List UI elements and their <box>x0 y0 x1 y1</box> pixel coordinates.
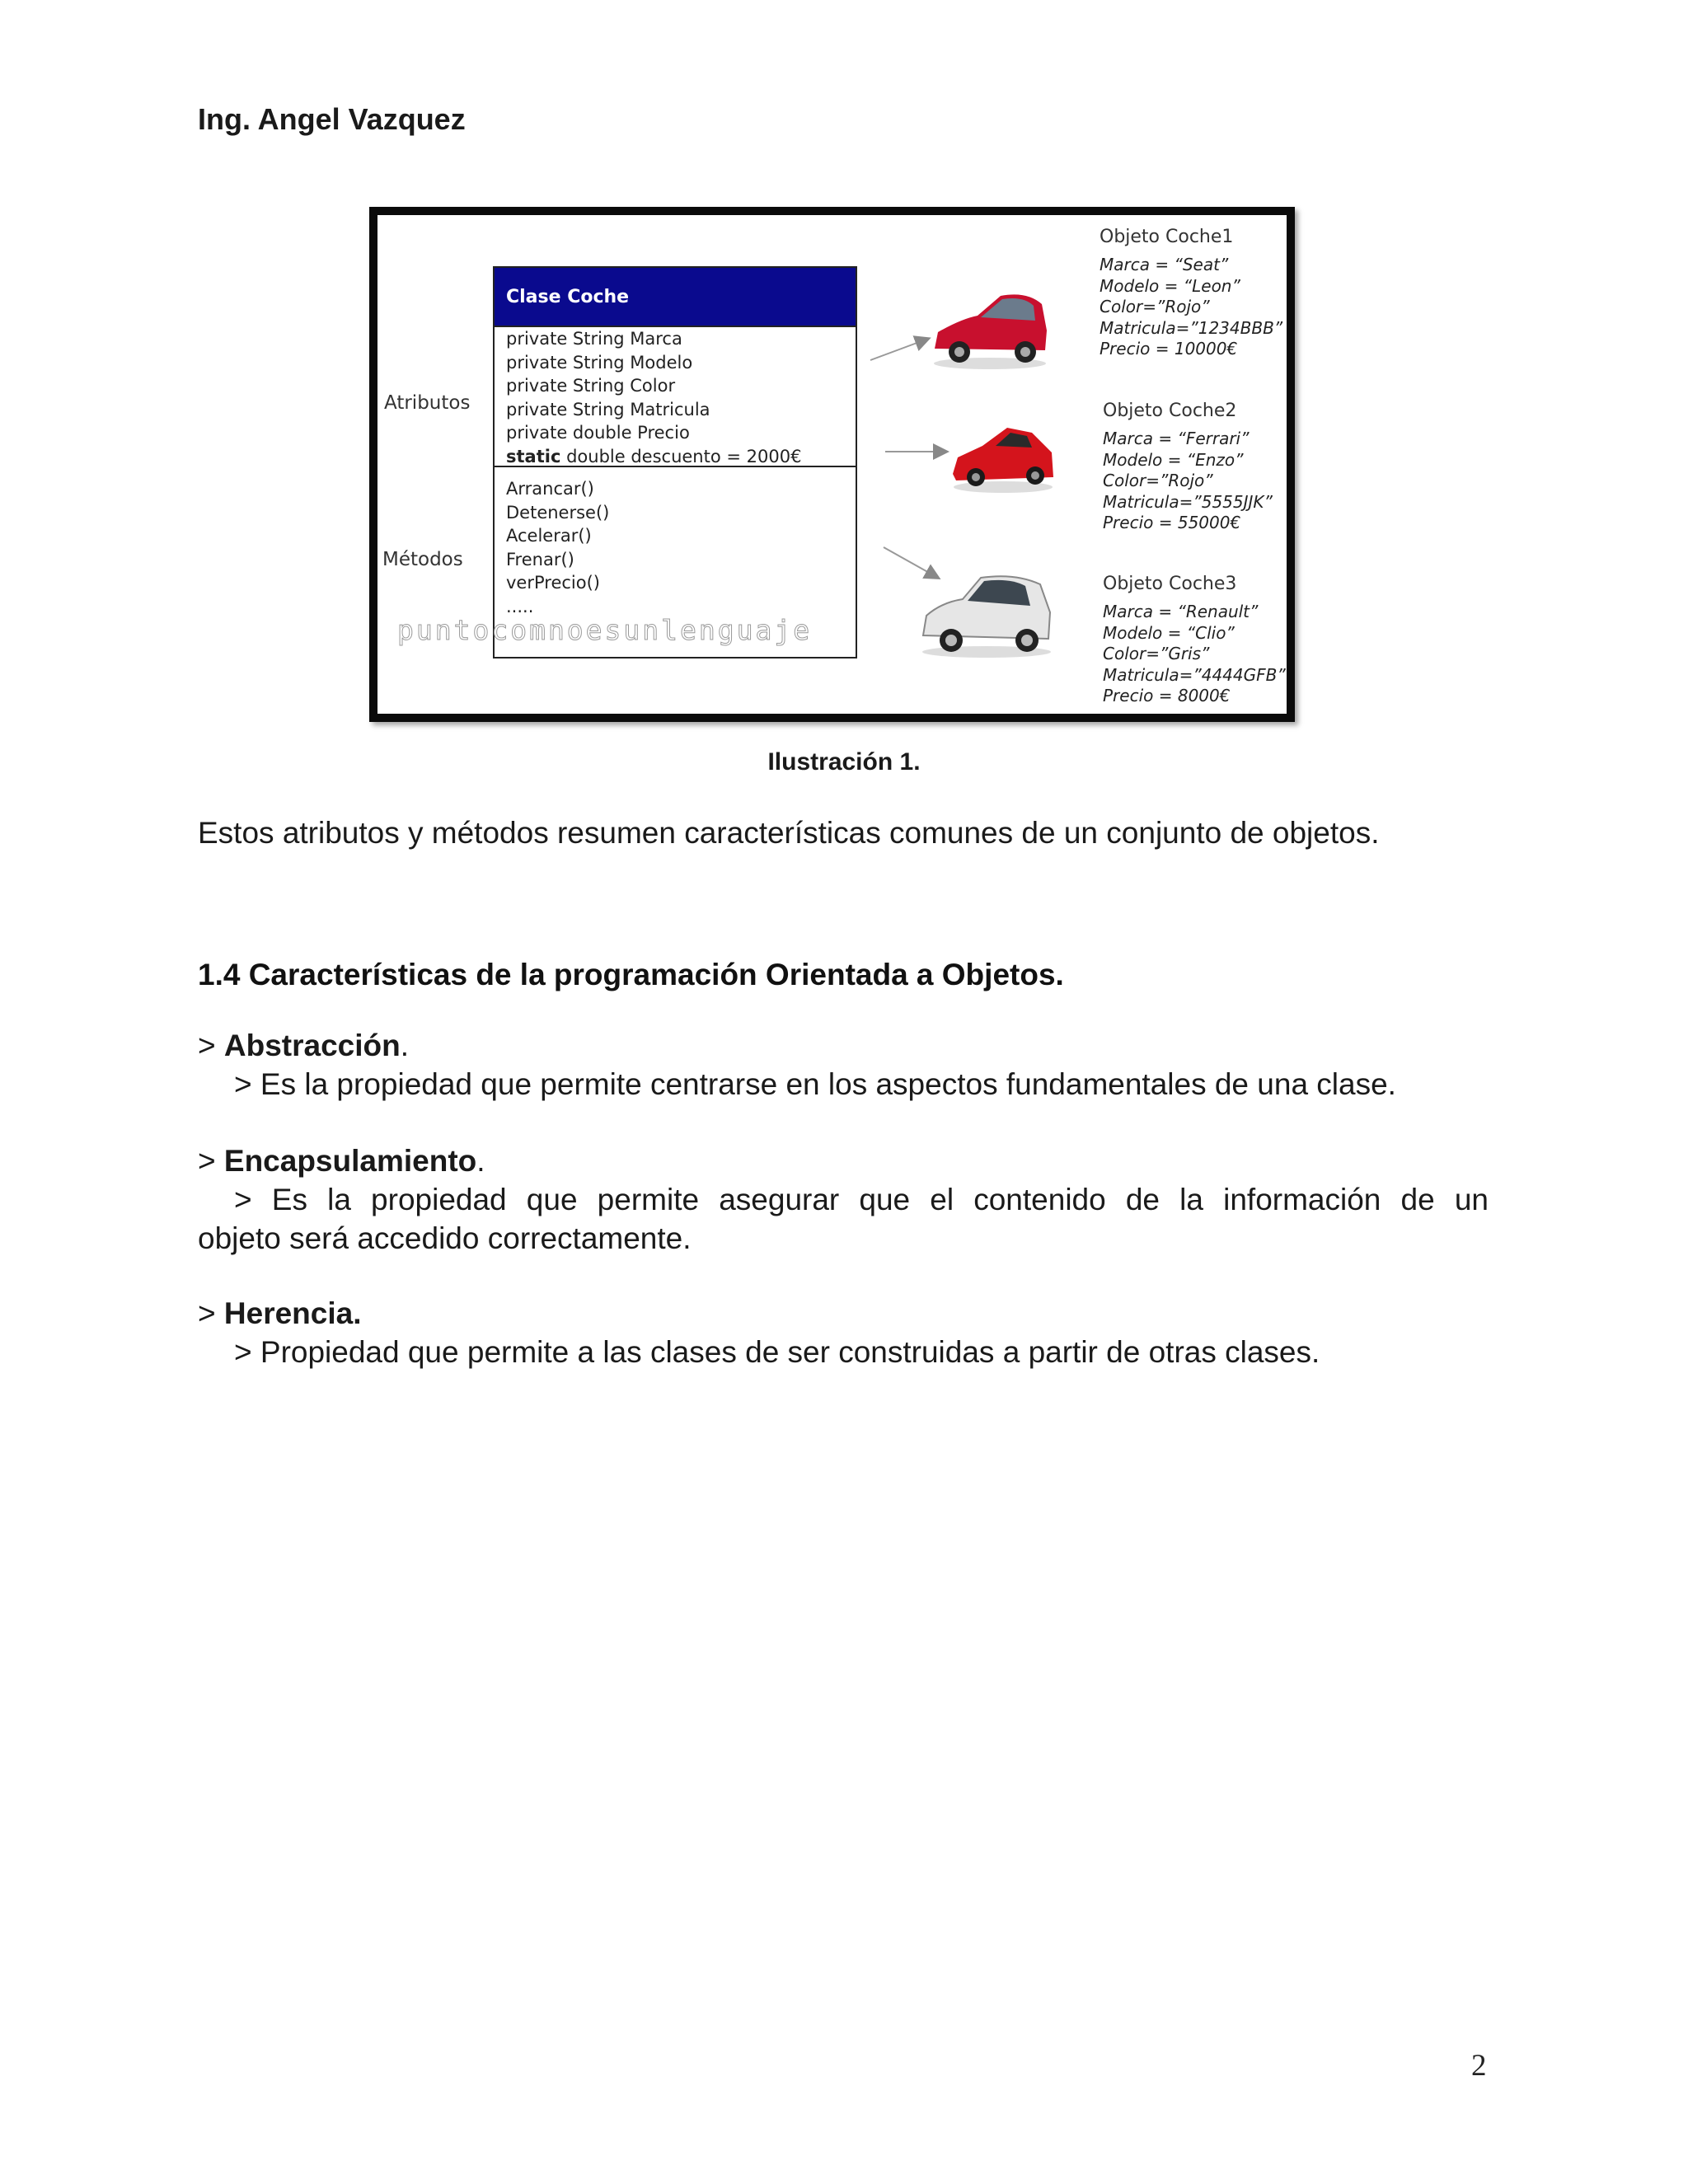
object-line: Color=”Rojo” <box>1100 297 1210 316</box>
object-line: Precio = 10000€ <box>1100 339 1238 359</box>
object-line: Marca = “Renault” <box>1103 602 1259 621</box>
car2-image <box>950 421 1057 495</box>
object-line: Precio = 55000€ <box>1103 513 1241 532</box>
object-line: Modelo = “Leon” <box>1100 275 1240 296</box>
item-term: Abstracción <box>223 1029 401 1062</box>
object-line: Matricula=”5555JJK” <box>1103 491 1273 512</box>
attribute-line: private double Precio <box>506 423 690 443</box>
item-herencia-term <box>198 1296 361 1331</box>
intro-paragraph: Estos atributos y métodos resumen características comunes de un conjunto de objetos. <box>198 816 1380 850</box>
object-block-3 <box>1103 574 1286 707</box>
attribute-line: private String Color <box>506 376 676 396</box>
class-object-figure <box>369 207 1295 722</box>
method-line: ..... <box>506 596 534 616</box>
item-abstraccion-desc: > Es la propiedad que permite centrarse en los aspectos fundamentales de una clase. <box>234 1067 1396 1101</box>
attributes-label: Atributos <box>384 392 471 414</box>
item-encapsulamiento-desc-line2: objeto será accedido correctamente. <box>198 1221 692 1255</box>
object-block-2 <box>1103 401 1273 534</box>
object-title: Objeto Coche2 <box>1103 401 1237 421</box>
object-block-1 <box>1100 227 1282 360</box>
item-abstraccion-term <box>198 1029 409 1063</box>
static-keyword: static <box>506 446 561 466</box>
object-line: Precio = 8000€ <box>1103 686 1231 705</box>
object-line: Modelo = “Enzo” <box>1103 449 1244 470</box>
item-marker: > <box>198 1296 224 1330</box>
class-title: Clase Coche <box>495 268 856 326</box>
method-line: Frenar() <box>506 549 574 569</box>
object-line: Matricula=”4444GFB” <box>1103 664 1286 685</box>
item-marker: > <box>198 1144 224 1178</box>
method-line: Arrancar() <box>506 479 594 499</box>
car3-image <box>917 569 1057 660</box>
object-line: Matricula=”1234BBB” <box>1100 317 1283 338</box>
section-title: 1.4 Características de la programación Orientada a Objetos. <box>198 958 1064 991</box>
attribute-line: private String Modelo <box>506 352 693 373</box>
method-line: verPrecio() <box>506 573 600 593</box>
attribute-line: private String Marca <box>506 329 682 349</box>
arrow-to-car1 <box>870 339 928 360</box>
object-line: Color=”Gris” <box>1103 644 1210 663</box>
attribute-line: private String Matricula <box>506 399 710 419</box>
car1-image <box>928 281 1052 372</box>
item-encapsulamiento-term <box>198 1144 485 1179</box>
object-line: Color=”Rojo” <box>1103 471 1213 490</box>
item-herencia-desc: > Propiedad que permite a las clases de ser construidas a partir de otras clases. <box>234 1335 1320 1369</box>
object-title: Objeto Coche1 <box>1100 227 1234 247</box>
method-line: Acelerar() <box>506 526 592 546</box>
object-line: Marca = “Ferrari” <box>1103 429 1250 448</box>
item-term: Encapsulamiento <box>223 1144 477 1178</box>
object-title: Objeto Coche3 <box>1103 574 1237 594</box>
figure-caption: Ilustración 1. <box>767 748 921 776</box>
object-line: Modelo = “Clio” <box>1103 622 1235 643</box>
item-term-suffix: . <box>400 1029 410 1062</box>
item-term-suffix: . <box>476 1144 485 1178</box>
object-line: Marca = “Seat” <box>1100 255 1229 274</box>
methods-label: Métodos <box>382 549 463 570</box>
item-encapsulamiento-desc-line1: > Es la propiedad que permite asegurar que el contenido de la información de un <box>234 1183 1489 1216</box>
page-number: 2 <box>1471 2049 1487 2083</box>
author-header: Ing. Angel Vazquez <box>198 102 466 136</box>
watermark-text: puntocomnoesunlenguaje <box>397 614 813 646</box>
static-attribute-rest: double descuento = 2000€ <box>560 446 802 466</box>
item-marker: > <box>198 1029 224 1062</box>
method-line: Detenerse() <box>506 502 610 523</box>
item-term: Herencia <box>223 1296 354 1330</box>
item-term-suffix: . <box>353 1296 362 1330</box>
